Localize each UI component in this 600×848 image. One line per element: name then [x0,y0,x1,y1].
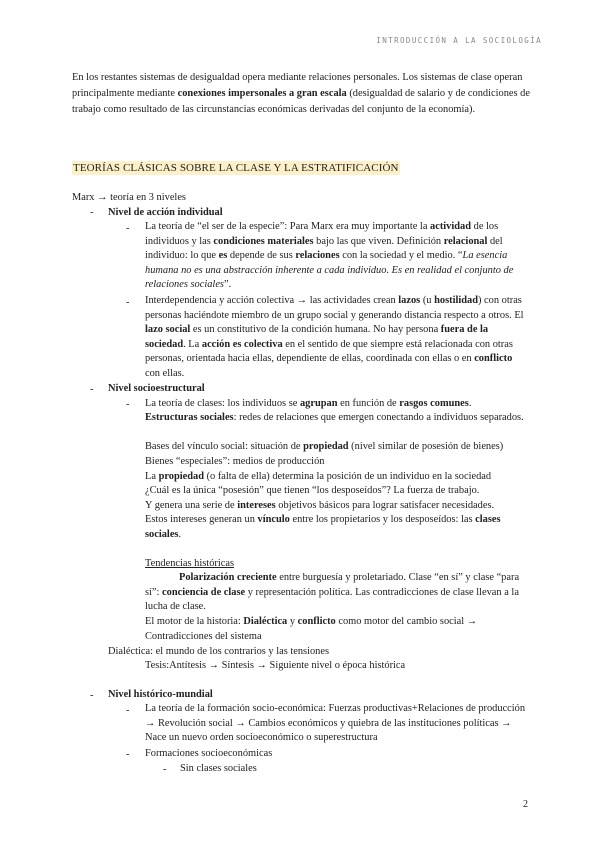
intro-paragraph [72,70,532,119]
bold-run: intereses [237,500,276,511]
bullet-dash: - [126,749,130,760]
text-run: La teoría de clases: los individuos se [145,398,300,409]
text-run: La [145,471,159,482]
bold-run: relaciones [295,250,340,262]
text-run: en el sentido de que siempre está relacionada con otras personas, orientada hacia ellas, dependiente de ellas, coordinada con ellas o en [145,338,513,365]
bold-run: lazos [398,295,421,306]
italic-run: La esencia humana no es una abstracción inherente a cada individuo. Es en realidad el conjunto de relaciones sociales [145,250,514,291]
intereses-line [145,499,494,513]
tendencias-heading: Tendencias históricas [145,558,235,569]
text-run: (nivel similar de posesión de bienes) [348,441,504,452]
text-run: y representación política. Las contradicciones de clase llevan a la lucha de clase. [145,586,519,613]
bold-run: Dialéctica [243,616,288,627]
text-run: ) con otras personas haciéndote miembro de un grupo social y generando distancia respecto a otros. El [145,295,524,321]
motor-historia [145,615,529,644]
bullet-dash: - [90,690,94,701]
level3-bullet-2: Formaciones socioeconómicas [145,748,273,759]
estructuras-sociales [145,411,529,426]
bullet-dash: - [163,764,167,775]
level3-bullet-1: La teoría de la formación socio-económica: Fuerzas productivas+Relaciones de producción → Revolución social → Cambios económicos y quiebra de las instituciones políticas → Nace un nuevo orden socioeconómico o superestructura [145,703,526,744]
marx-line: Marx → teoría en 3 niveles [72,192,186,203]
bold-run: hostilidad [434,295,478,306]
text-run: en función de [337,398,400,409]
text-run: objetivos básicos para lograr satisfacer necesidades. [275,500,495,511]
text-run: Bases del vínculo social: situación de [145,441,304,452]
vinculo-paragraph [145,513,529,542]
bold-run: es [218,250,228,262]
desposeidos-line: ¿Cuál es la única “posesión” que tienen “los desposeídos”? La fuerza de trabajo. [145,485,480,496]
text-run: es un constitutivo de la condición humana. No hay persona [190,324,441,336]
bases-vinculo [145,440,503,454]
page-header: INTRODUCCIÓN A LA SOCIOLOGÍA [376,36,542,45]
polarizacion-paragraph [145,571,529,615]
text-run: La teoría de “el ser de la especie”: Para Marx era muy importante la [145,221,431,232]
level2-title: Nivel socioestructural [108,383,205,394]
bold-run: propiedad [158,471,204,482]
tesis-line: Tesis:Antítesis → Síntesis → Siguiente nivel o época histórica [145,660,406,671]
bold-run: rasgos comunes [399,398,469,409]
bold-run: conciencia de clase [162,586,246,598]
bold-run: condiciones materiales [213,235,314,247]
bold-run: actividad [430,221,472,232]
bullet-dash: - [126,399,130,410]
text-run: Estos intereses generan un [145,514,258,525]
level1-bullet-1 [145,220,529,293]
level2-bullet-1 [145,397,471,411]
bold-run: agrupan [299,398,338,409]
text-run: entre burguesía y proletariado. Clase “en sí” y clase “para sí”: [145,572,520,598]
page-number: 2 [523,799,528,810]
text-run: . [468,398,472,409]
bold-run: conexiones impersonales a gran escala [177,88,347,100]
level3-title: Nivel histórico-mundial [108,689,213,700]
bold-run: relacional [443,235,488,247]
text-run: con ellas. [145,367,185,379]
bienes-especiales: Bienes “especiales”: medios de producción [145,456,325,467]
bold-run: Polarización creciente [179,572,277,583]
text-run: depende de sus [227,250,296,262]
bullet-dash: - [90,207,94,218]
text-run: bajo las que viven. Definición [313,235,444,247]
bold-run: conflicto [297,616,336,627]
text-run: El motor de la historia: [145,616,244,627]
text-run: : redes de relaciones que emergen conectando a individuos separados. [233,412,524,423]
text-run: entre los propietarios y los desposeídos: las [289,514,476,525]
section-title [72,161,400,175]
bold-run: lazo social [145,324,191,336]
bullet-dash: - [126,705,130,716]
bold-run: propiedad [303,441,349,452]
text-run: de los individuos y las [145,221,499,247]
text-run: Interdependencia y acción colectiva → las actividades crean [145,295,399,306]
text-run: ”. [223,279,232,291]
text-run: En los restantes sistemas de desigualdad opera mediante relaciones personales. Los sistemas de clase operan principalmente mediante [72,72,523,100]
text-run: (o falta de ella) determina la posición de un individuo en la sociedad [204,471,492,482]
bold-run: acción es colectiva [201,338,283,350]
bold-run: conflicto [474,353,513,365]
text-run: . [178,528,182,540]
text-run: Y genera una serie de [145,500,238,511]
bold-run: fuera de la sociedad [145,324,489,350]
level3-sub-bullet: Sin clases sociales [180,763,257,774]
dialectica-line: Dialéctica: el mundo de los contrarios y las tensiones [108,646,330,657]
propiedad-line [145,470,491,484]
text-run: (desigualdad de salario y de condiciones de trabajo como resultado de las circunstancias económicas derivadas del conjunto de la economía). [72,88,530,116]
text-run: . La [183,338,202,350]
bold-run: Estructuras sociales [145,412,234,423]
text-run: y [287,616,298,627]
text-run: del individuo: lo que [145,235,503,262]
bullet-dash: - [126,297,130,308]
section-title-text: TEORÍAS CLÁSICAS SOBRE LA CLASE Y LA ESTRATIFICACIÓN [73,162,399,174]
bullet-dash: - [90,384,94,395]
text-run: (u [420,295,435,306]
bold-run: vínculo [257,514,290,525]
level1-bullet-2 [145,294,529,382]
text-run: con la sociedad y el medio. “ [339,250,463,262]
bullet-dash: - [126,223,130,234]
level1-title: Nivel de acción individual [108,207,223,218]
text-run: como motor del cambio social → Contradicciones del sistema [145,616,478,642]
bold-run: clases sociales [145,514,501,540]
